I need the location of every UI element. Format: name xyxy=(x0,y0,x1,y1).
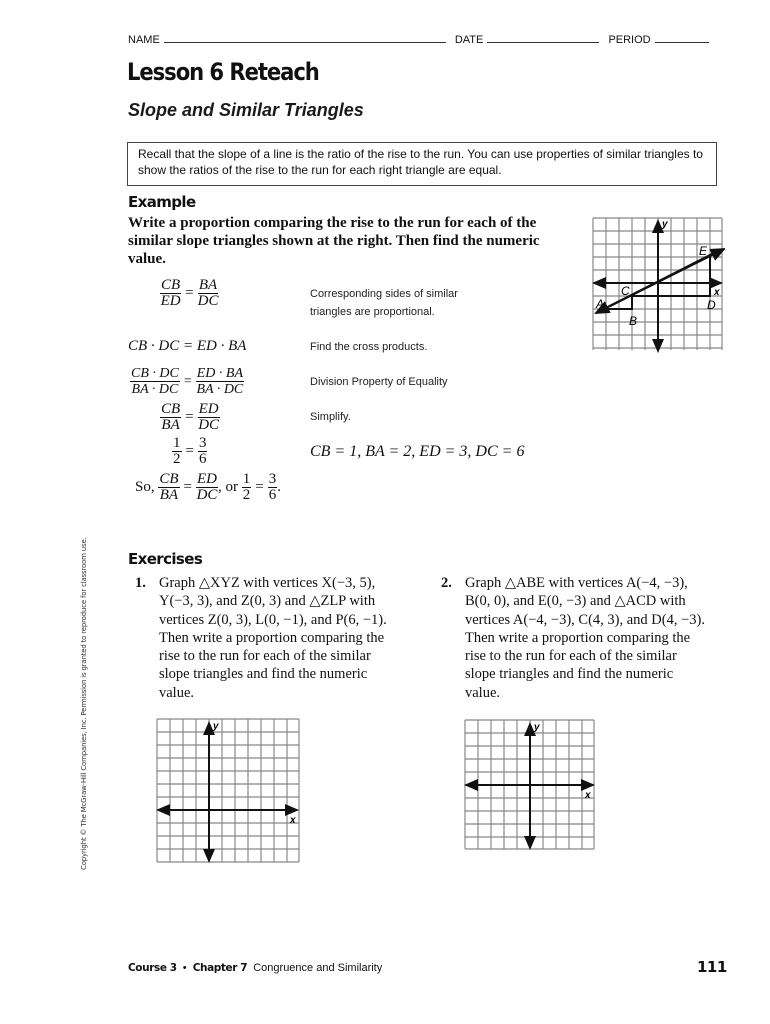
example-step-4: $\frac{CB}{BA}$ = $\frac{ED}{DC}$ xyxy=(161,401,220,433)
example-conclusion: So, $\frac{CB}{BA}$ = $\frac{ED}{DC}$ , or $\frac{1}{2}$ = $\frac{3}{6}$ . xyxy=(135,471,281,503)
name-field[interactable] xyxy=(164,33,446,43)
footer-course: Course 3 xyxy=(128,962,177,974)
svg-text:B: B xyxy=(629,314,638,328)
example-coordinate-graph xyxy=(590,215,725,355)
exercises-heading: Exercises xyxy=(128,550,203,568)
exercise-2-number: 2. xyxy=(441,575,452,591)
example-step-5: $\frac{1}{2}$ = $\frac{3}{6}$ xyxy=(173,435,207,467)
svg-text:x: x xyxy=(290,815,296,826)
footer-chapter-title: Congruence and Similarity xyxy=(253,962,383,974)
example-step-1: $\frac{CB}{ED}$ = $\frac{BA}{DC}$ xyxy=(160,277,219,309)
name-label: NAME xyxy=(128,34,160,46)
svg-text:y: y xyxy=(662,219,668,230)
example-step-5-values: CB = 1, BA = 2, ED = 3, DC = 6 xyxy=(310,443,525,460)
exercise-1-number: 1. xyxy=(135,575,146,591)
example-heading: Example xyxy=(128,193,196,211)
footer-chapter: Chapter 7 xyxy=(192,962,248,974)
exercise-2-text: Graph △ABE with vertices A(−4, −3), B(0, 0), and E(0, −3) and △ACD with vertices A(−4, −3), C(4, 3), and D(4, −3). Then write a proportion comparing the rise to the run for each of the similar slope triangles and find the numeric value. xyxy=(465,575,705,701)
svg-text:x: x xyxy=(714,287,720,298)
example-step-3: $\frac{CB \cdot DC}{BA \cdot DC}$ = $\frac{ED \cdot BA}{BA \cdot DC}$ xyxy=(131,366,244,397)
svg-text:y: y xyxy=(534,722,540,733)
exercise-1-coordinate-grid[interactable] xyxy=(155,717,300,865)
example-step-1-note: Corresponding sides of similar triangles are proportional. xyxy=(310,288,458,318)
exercise-1-text: Graph △XYZ with vertices X(−3, 5), Y(−3, 3), and Z(0, 3) and △ZLP with vertices Z(0, 3), L(0, −1), and P(6, −1). Then write a proportion comparing the rise to the run for each of the similar slope triangles and find the numeric value. xyxy=(159,575,387,701)
recall-box: Recall that the slope of a line is the ratio of the rise to the run. You can use properties of similar triangles to show the ratios of the rise to the run for each right triangle are equal. xyxy=(127,142,717,186)
svg-text:x: x xyxy=(585,790,591,801)
svg-text:E: E xyxy=(699,244,708,258)
student-info-header xyxy=(128,33,715,46)
example-step-2: CB · DC = ED · BA xyxy=(128,338,247,354)
svg-text:A: A xyxy=(596,297,605,311)
page-number: 111 xyxy=(697,958,727,976)
example-step-3-note: Division Property of Equality xyxy=(310,376,448,388)
exercise-2 xyxy=(441,574,741,702)
example-step-4-note: Simplify. xyxy=(310,411,351,423)
page-footer xyxy=(128,962,382,974)
page-title: Lesson 6 Reteach xyxy=(127,58,319,86)
date-label: DATE xyxy=(454,34,484,46)
period-label: PERIOD xyxy=(608,34,651,46)
svg-text:C: C xyxy=(621,284,630,298)
exercise-2-coordinate-grid[interactable] xyxy=(463,718,595,851)
date-field[interactable] xyxy=(487,33,599,43)
example-step-2-note: Find the cross products. xyxy=(310,341,428,353)
page-subtitle: Slope and Similar Triangles xyxy=(128,100,364,120)
copyright-notice: Copyright © The McGraw-Hill Companies, Inc. Permission is granted to reproduce for classroom use. xyxy=(80,537,88,870)
svg-text:y: y xyxy=(213,721,219,732)
footer-bullet: • xyxy=(182,962,187,974)
svg-text:D: D xyxy=(707,298,716,312)
exercise-1 xyxy=(135,574,425,702)
period-field[interactable] xyxy=(655,33,709,43)
example-prompt: Write a proportion comparing the rise to the run for each of the similar slope triangles shown at the right. Then find the numeric value. xyxy=(128,215,540,267)
